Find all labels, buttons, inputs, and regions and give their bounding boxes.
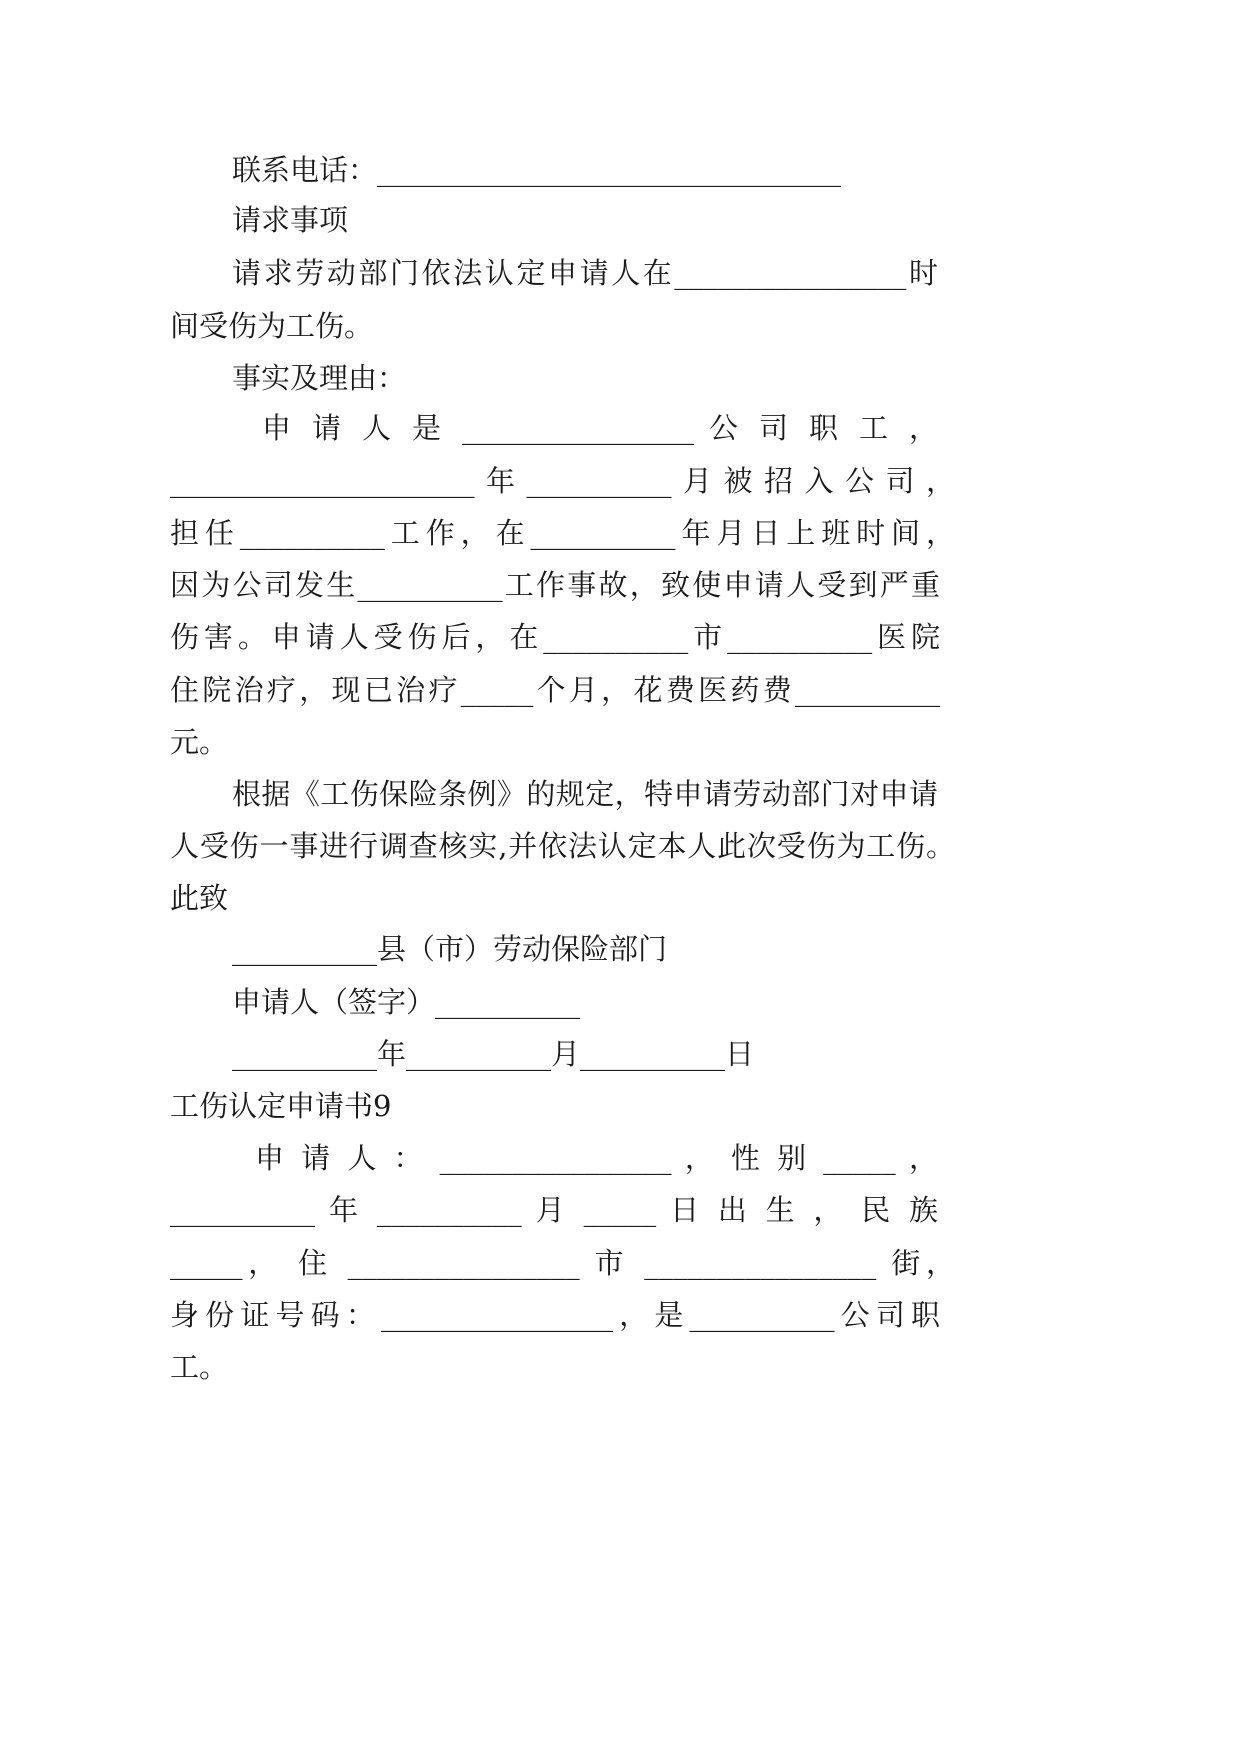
facts-line-4: 因为公司发生__________工作事故，致使申请人受到严重 bbox=[170, 568, 940, 602]
signature-line: 申请人（签字）__________ bbox=[232, 985, 581, 1019]
facts-line-3: 担任__________工作，在__________年月日上班时间， bbox=[170, 516, 955, 550]
applicant-line-2: __________ 年 __________ 月 _____ 日 出 生 ， 民 族 bbox=[170, 1193, 938, 1227]
request-text-line-2: 间受伤为工伤。 bbox=[170, 309, 374, 343]
facts-line-6: 住院治疗，现已治疗_____个月，花费医药费__________ bbox=[170, 673, 940, 707]
applicant-line-1: 申 请 人 ： ________________ ， 性 别 _____ ， bbox=[255, 1141, 938, 1175]
salutation: 此致 bbox=[170, 881, 229, 915]
facts-line-7: 元。 bbox=[170, 725, 229, 759]
applicant-line-3: _____， 住 ________________ 市 ________________ 街， bbox=[170, 1246, 955, 1280]
facts-heading: 事实及理由： bbox=[232, 361, 407, 395]
request-text-line-1: 请求劳动部门依法认定申请人在________________时 bbox=[232, 256, 938, 290]
section-title: 工伤认定申请书9 bbox=[170, 1089, 392, 1123]
facts-line-1: 申 请 人 是 ________________ 公 司 职 工 ， bbox=[262, 411, 938, 445]
basis-line-1: 根据《工伤保险条例》的规定，特申请劳动部门对申请 bbox=[232, 777, 938, 811]
facts-line-5: 伤害。申请人受伤后，在__________市__________医院 bbox=[170, 620, 940, 654]
basis-line-2: 人受伤一事进行调查核实,并依法认定本人此次受伤为工伤。 bbox=[170, 829, 955, 863]
date-line: __________年__________月__________日 bbox=[232, 1037, 755, 1071]
request-heading: 请求事项 bbox=[232, 203, 349, 237]
contact-phone-line: 联系电话：________________________________ bbox=[232, 153, 842, 187]
recipient-line: __________县（市）劳动保险部门 bbox=[232, 932, 668, 966]
applicant-line-5: 工。 bbox=[170, 1350, 229, 1384]
applicant-line-4: 身份证号码：________________，是__________公司职 bbox=[170, 1298, 940, 1332]
facts-line-2: _____________________年__________月被招入公司， bbox=[170, 464, 955, 498]
